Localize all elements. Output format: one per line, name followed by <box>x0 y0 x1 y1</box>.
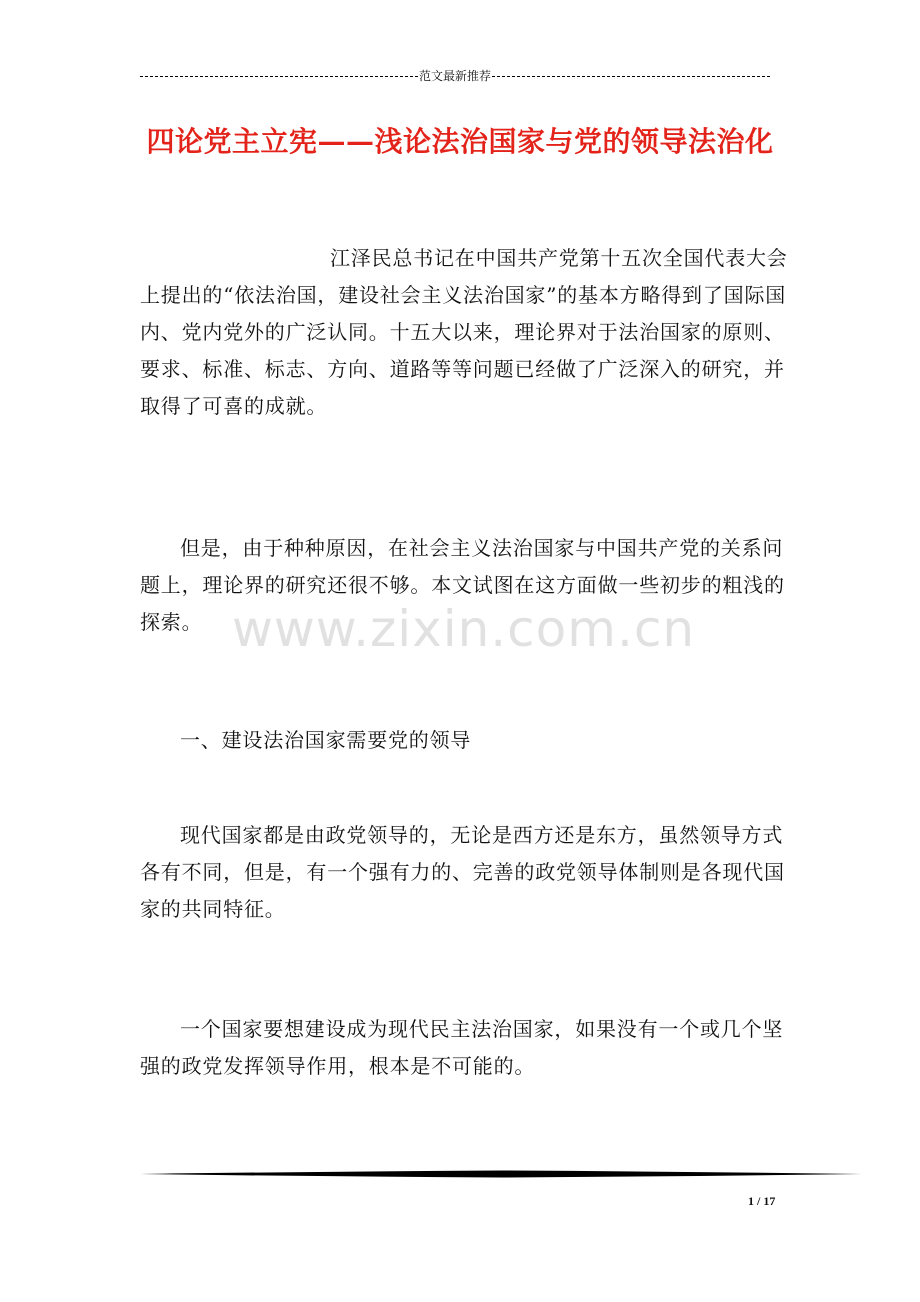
paragraph-purpose <box>140 530 790 641</box>
header-left-dashes <box>140 76 418 77</box>
paragraph-text: 江泽民总书记在中国共产党第十五次全国代表大会上提出的“依法治国，建设社会主义法治国家”的基本方略得到了国际国内、党内党外的广泛认同。十五大以来，理论界对于法治国家的原则、要求、标准、标志、方向、道路等等问题已经做了广泛深入的研究，并取得了可喜的成就。 <box>140 246 788 418</box>
paragraph-text: 一个国家要想建设成为现代民主法治国家，如果没有一个或几个坚强的政党发挥领导作用，根本是不可能的。 <box>140 1017 784 1078</box>
header-label: 范文最新推荐 <box>419 69 492 83</box>
paragraph-intro <box>140 240 790 425</box>
paragraph-text: 现代国家都是由政党领导的，无论是西方还是东方，虽然领导方式各有不同，但是，有一个强有力的、完善的政党领导体制则是各现代国家的共同特征。 <box>140 823 785 921</box>
section-heading <box>140 722 790 759</box>
page-number: 1 / 17 <box>748 1194 776 1208</box>
paragraph-text: 但是，由于种种原因，在社会主义法治国家与中国共产党的关系问题上，理论界的研究还很不够。本文试图在这方面做一些初步的粗浅的探索。 <box>140 536 785 634</box>
paragraph-party-role <box>140 1011 790 1085</box>
paragraph-modern-states <box>140 817 790 928</box>
header-right-dashes <box>492 76 770 77</box>
footer-rule <box>140 1168 862 1180</box>
watermark: www.zixin.com.cn <box>232 600 696 658</box>
document-title: 四论党主立宪——浅论法治国家与党的领导法治化 <box>146 125 774 158</box>
section-heading-text: 一、建设法治国家需要党的领导 <box>180 728 472 752</box>
page-header <box>140 68 770 84</box>
